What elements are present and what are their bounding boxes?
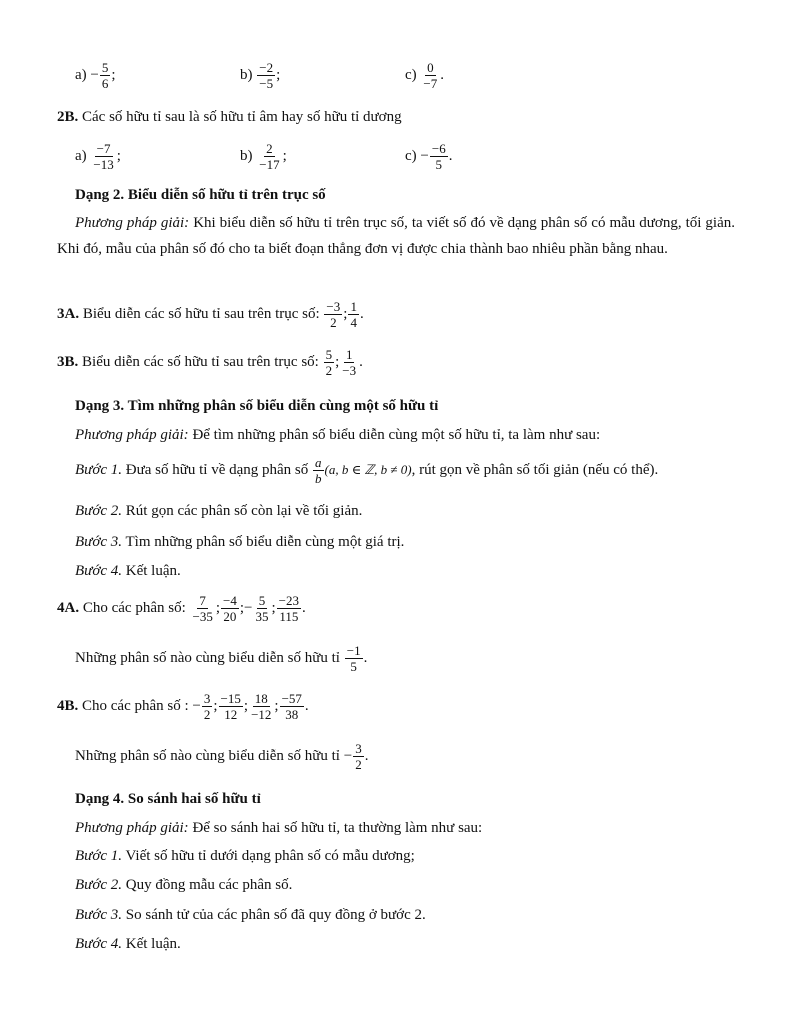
exercise-3b: 3B. Biểu diễn các số hữu tỉ sau trên trục số: $\frac{5}{2}$ ; $\frac{1}{-3}$ .	[57, 346, 363, 378]
method-text: Để tìm những phân số biểu diễn cùng một số hữu tỉ, ta làm như sau:	[192, 427, 601, 443]
fraction: $\frac{1}{-3}$	[342, 346, 357, 378]
denominator: 5	[435, 156, 443, 172]
step-label: Bước 2.	[75, 503, 123, 519]
fraction: $\frac{a}{b}$	[315, 454, 322, 486]
step-2: Bước 2. Rút gọn các phân số còn lại về tối giản.	[75, 503, 363, 519]
exercise-code: 4A.	[57, 599, 80, 616]
denominator: −5	[259, 75, 274, 91]
fraction: $\frac{-3}{2}$	[326, 298, 341, 330]
fraction-item: $\frac{7}{-35}$ ;	[192, 592, 220, 624]
punctuation: .	[440, 66, 444, 83]
method-text: Khi biểu diễn số hữu tỉ trên trục số, ta viết số đó về dạng phân số có mẫu dương, tối giản. Khi đó, mẫu của phân số đó cho ta biết đoạn thẳng đơn vị được chia thành bao nhiêu phần bằng nhau.	[57, 215, 735, 257]
fraction	[257, 141, 281, 172]
section-heading-dang-3: Dạng 3. Tìm những phân số biểu diễn cùng một số hữu tỉ	[75, 398, 439, 414]
step-4: Bước 4. Kết luận.	[75, 936, 181, 952]
option-c	[405, 136, 452, 176]
method-label: Phương pháp giải:	[75, 215, 190, 231]
denominator: −13	[93, 156, 114, 172]
option-c	[405, 55, 444, 95]
fraction-item: $\frac{18}{-12}$ ;	[251, 690, 279, 722]
fraction	[257, 60, 275, 91]
fraction: $\frac{-1}{5}$	[346, 642, 361, 674]
fraction: $\frac{5}{2}$	[325, 346, 333, 378]
option-a	[75, 136, 121, 176]
fraction-item: $\frac{-4}{20}$ ;	[223, 592, 245, 624]
option-label: c)	[405, 66, 417, 83]
method-text: Để so sánh hai số hữu tỉ, ta thường làm như sau:	[192, 820, 483, 836]
option-label: a)	[75, 147, 87, 164]
exercise-4b	[57, 688, 309, 724]
step-label: Bước 2.	[75, 877, 123, 893]
exercise-text: Biểu diễn các số hữu tỉ sau trên trục số:	[82, 305, 320, 322]
fraction-item: − $\frac{5}{35}$ ;	[244, 592, 276, 624]
exercise-code: 3A.	[57, 305, 80, 322]
denominator: −7	[423, 75, 438, 91]
section-heading-dang-4: Dạng 4. So sánh hai số hữu tỉ	[75, 791, 261, 807]
fraction-item: $\frac{-23}{115}$ .	[278, 592, 306, 624]
step-3: Bước 3. Tìm những phân số biểu diễn cùng một giá trị.	[75, 534, 405, 550]
step-label: Bước 1.	[75, 848, 123, 864]
method-paragraph-dang-4	[75, 819, 482, 837]
option-label: c)	[405, 147, 417, 164]
punctuation: ;	[276, 66, 281, 83]
step-1: Bước 1. Đưa số hữu tỉ về dạng phân số $\frac{a}{b}$ (a, b ∈ ℤ, b ≠ 0) , rút gọn về phân số tối giản (nếu có thể).	[75, 454, 659, 486]
exercise-4b-question: Những phân số nào cùng biểu diễn số hữu tỉ − $\frac{3}{2}$ .	[75, 740, 369, 772]
fraction-item: $\frac{-57}{38}$ .	[281, 690, 309, 722]
numerator: −2	[259, 59, 274, 75]
method-paragraph-dang-2	[57, 210, 735, 262]
exercise-2b-prompt	[57, 108, 402, 126]
exercise-1-options	[0, 55, 792, 95]
exercise-4a	[57, 590, 306, 626]
fraction: $\frac{1}{4}$	[350, 298, 357, 330]
minus-sign: −	[420, 147, 429, 164]
step-label: Bước 4.	[75, 563, 123, 579]
step-3: Bước 3. So sánh tử của các phân số đã quy đồng ở bước 2.	[75, 907, 426, 923]
exercise-3a: 3A. Biểu diễn các số hữu tỉ sau trên trục số: $\frac{-3}{2}$ ; $\frac{1}{4}$ .	[57, 298, 364, 330]
denominator: 6	[101, 75, 109, 91]
option-b	[240, 136, 287, 176]
option-label: b)	[240, 147, 253, 164]
numerator: 5	[101, 59, 109, 75]
step-1: Bước 1. Viết số hữu tỉ dưới dạng phân số có mẫu dương;	[75, 848, 415, 864]
option-label: a)	[75, 66, 87, 83]
exercise-code: 2B.	[57, 109, 79, 125]
section-heading-dang-2: Dạng 2. Biểu diễn số hữu tỉ trên trục số	[75, 187, 326, 203]
numerator: 2	[266, 140, 273, 156]
fraction	[421, 60, 439, 91]
method-label: Phương pháp giải:	[75, 427, 189, 443]
condition: (a, b ∈ ℤ, b ≠ 0)	[324, 462, 412, 477]
numerator: 0	[427, 59, 434, 75]
exercise-code: 3B.	[57, 353, 79, 370]
exercise-4a-question: Những phân số nào cùng biểu diễn số hữu tỉ $\frac{-1}{5}$ .	[75, 642, 368, 674]
step-2: Bước 2. Quy đồng mẫu các phân số.	[75, 877, 293, 893]
step-4: Bước 4. Kết luận.	[75, 563, 181, 579]
exercise-text: Biểu diễn các số hữu tỉ sau trên trục số:	[82, 353, 319, 370]
numerator: −7	[96, 140, 111, 156]
punctuation: ;	[282, 147, 287, 164]
fraction	[430, 141, 448, 172]
method-paragraph-dang-3	[75, 426, 600, 444]
step-label: Bước 1.	[75, 461, 123, 478]
minus-sign: −	[90, 66, 99, 83]
exercise-code: 4B.	[57, 697, 79, 714]
fraction: $\frac{3}{2}$	[355, 740, 362, 772]
method-label: Phương pháp giải:	[75, 820, 189, 836]
punctuation: ;	[111, 66, 116, 83]
exercise-text: Cho các phân số :	[82, 697, 189, 714]
option-label: b)	[240, 66, 253, 83]
numerator: −6	[431, 140, 446, 156]
punctuation: .	[448, 147, 453, 164]
denominator: −17	[259, 156, 280, 172]
fraction-item: $\frac{-15}{12}$ ;	[220, 690, 249, 722]
fraction	[91, 141, 115, 172]
step-label: Bước 3.	[75, 534, 123, 550]
option-a	[75, 55, 116, 95]
option-b	[240, 55, 280, 95]
fraction	[100, 60, 111, 91]
exercise-text: Các số hữu tỉ sau là số hữu tỉ âm hay số hữu tỉ dương	[82, 109, 402, 125]
fraction-item: − $\frac{3}{2}$ ;	[192, 690, 218, 722]
exercise-2b-options	[0, 136, 792, 176]
step-label: Bước 4.	[75, 936, 123, 952]
punctuation: ;	[116, 147, 121, 164]
step-label: Bước 3.	[75, 907, 123, 923]
exercise-text: Cho các phân số:	[82, 599, 186, 616]
